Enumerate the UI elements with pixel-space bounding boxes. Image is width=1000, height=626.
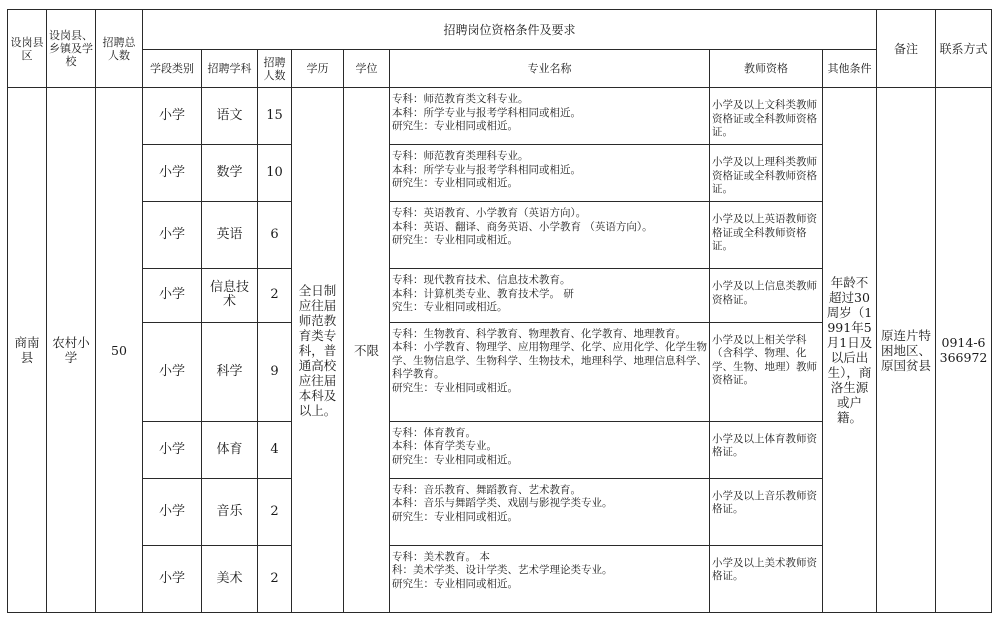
major-line: 研究生：专业相同或相近。 — [392, 577, 518, 590]
major-line: 专科：音乐教育、舞蹈教育、艺术教育。 — [392, 483, 581, 496]
subject-cell: 美术 — [202, 545, 258, 612]
cert-cell: 小学及以上信息类教师资格证。 — [710, 269, 823, 322]
major-cell — [390, 322, 710, 421]
education-cell: 全日制应往届师范教育类专科，普通高校应往届本科及以上。 — [292, 88, 344, 613]
level-cell: 小学 — [143, 88, 202, 145]
header-county: 设岗县区 — [8, 10, 47, 88]
school-cell: 农村小学 — [47, 88, 96, 613]
major-line: 专科：美术教育。 本 — [392, 550, 490, 563]
cert-cell: 小学及以上文科类教师资格证或全科教师资格证。 — [710, 88, 823, 145]
major-line: 研究生：专业相同或相近。 — [392, 381, 518, 394]
major-line: 专科：英语教育、小学教育（英语方向）。 — [392, 207, 587, 220]
major-line: 专科：生物教育、科学教育、物理教育、化学教育、地理教育。 — [392, 327, 686, 340]
degree-cell: 不限 — [344, 88, 390, 613]
cert-cell: 小学及以上相关学科（含科学、物理、化学、生物、地理）教师资格证。 — [710, 322, 823, 421]
count-cell: 2 — [258, 545, 292, 612]
major-line: 本科：小学教育、物理学、应用物理学、化学、应用化学、化学生物学、生物信息学、生物科学、生物技术，地理科学、地理信息科学、科学教育。 — [392, 341, 707, 380]
count-cell: 4 — [258, 421, 292, 478]
header-total: 招聘总人数 — [96, 10, 143, 88]
major-line: 科：美术学类、设计学类、艺术学理论类专业。 — [392, 564, 613, 577]
subject-cell: 音乐 — [202, 478, 258, 545]
level-cell: 小学 — [143, 322, 202, 421]
count-cell: 15 — [258, 88, 292, 145]
major-line: 本科：所学专业与报考学科相同或相近。 — [392, 106, 581, 119]
major-line: 本科：体育学类专业。 — [392, 440, 497, 453]
count-cell: 6 — [258, 202, 292, 269]
subject-cell: 科学 — [202, 322, 258, 421]
major-line: 研究生：专业相同或相近。 — [392, 234, 518, 247]
major-cell — [390, 202, 710, 269]
major-cell — [390, 269, 710, 322]
count-cell: 10 — [258, 145, 292, 202]
header-major: 专业名称 — [390, 50, 710, 88]
cert-cell: 小学及以上美术教师资格证。 — [710, 545, 823, 612]
total-cell: 50 — [96, 88, 143, 613]
count-cell: 2 — [258, 478, 292, 545]
major-line: 专科：现代教育技术、信息技术教育。 — [392, 274, 571, 287]
header-group-title: 招聘岗位资格条件及要求 — [143, 10, 877, 50]
header-degree: 学位 — [344, 50, 390, 88]
level-cell: 小学 — [143, 478, 202, 545]
subject-cell: 体育 — [202, 421, 258, 478]
recruitment-table — [7, 9, 992, 613]
major-cell — [390, 88, 710, 145]
header-subject: 招聘学科 — [202, 50, 258, 88]
major-line: 本科：英语、翻译、商务英语、小学教育 （英语方向）。 — [392, 220, 653, 233]
header-level: 学段类别 — [143, 50, 202, 88]
cert-cell: 小学及以上体育教师资格证。 — [710, 421, 823, 478]
major-cell — [390, 478, 710, 545]
major-cell — [390, 421, 710, 478]
header-other: 其他条件 — [823, 50, 877, 88]
header-town-school: 设岗县、乡镇及学校 — [47, 10, 96, 88]
major-line: 究生：专业相同或相近。 — [392, 301, 508, 314]
major-cell — [390, 145, 710, 202]
count-cell: 9 — [258, 322, 292, 421]
major-line: 专科：体育教育。 — [392, 426, 476, 439]
major-line: 专科：师范教育类文科专业。 — [392, 93, 529, 106]
remark-cell: 原连片特困地区、原国贫县 — [877, 88, 936, 613]
level-cell: 小学 — [143, 202, 202, 269]
major-line: 研究生：专业相同或相近。 — [392, 453, 518, 466]
subject-cell: 信息技术 — [202, 269, 258, 322]
major-cell — [390, 545, 710, 612]
header-contact: 联系方式 — [936, 10, 992, 88]
other-cell: 年龄不超过30周岁（1991年5月1日及以后出生），商洛生源或户籍。 — [823, 88, 877, 613]
level-cell: 小学 — [143, 545, 202, 612]
major-line: 研究生：专业相同或相近。 — [392, 120, 518, 133]
major-line: 本科：音乐与舞蹈学类、戏剧与影视学类专业。 — [392, 497, 613, 510]
header-remark: 备注 — [877, 10, 936, 88]
contact-cell: 0914-6366972 — [936, 88, 992, 613]
subject-cell: 英语 — [202, 202, 258, 269]
county-cell: 商南县 — [8, 88, 47, 613]
major-line: 本科：所学专业与报考学科相同或相近。 — [392, 163, 581, 176]
level-cell: 小学 — [143, 269, 202, 322]
cert-cell: 小学及以上英语教师资格证或全科教师资格证。 — [710, 202, 823, 269]
level-cell: 小学 — [143, 421, 202, 478]
subject-cell: 语文 — [202, 88, 258, 145]
cert-cell: 小学及以上音乐教师资格证。 — [710, 478, 823, 545]
subject-cell: 数学 — [202, 145, 258, 202]
major-line: 专科：师范教育类理科专业。 — [392, 150, 529, 163]
count-cell: 2 — [258, 269, 292, 322]
level-cell: 小学 — [143, 145, 202, 202]
major-line: 研究生：专业相同或相近。 — [392, 177, 518, 190]
major-line: 研究生：专业相同或相近。 — [392, 510, 518, 523]
header-count: 招聘人数 — [258, 50, 292, 88]
major-line: 本科：计算机类专业、教育技术学。 研 — [392, 287, 574, 300]
table-row — [8, 88, 992, 145]
header-education: 学历 — [292, 50, 344, 88]
header-cert: 教师资格 — [710, 50, 823, 88]
cert-cell: 小学及以上理科类教师资格证或全科教师资格证。 — [710, 145, 823, 202]
